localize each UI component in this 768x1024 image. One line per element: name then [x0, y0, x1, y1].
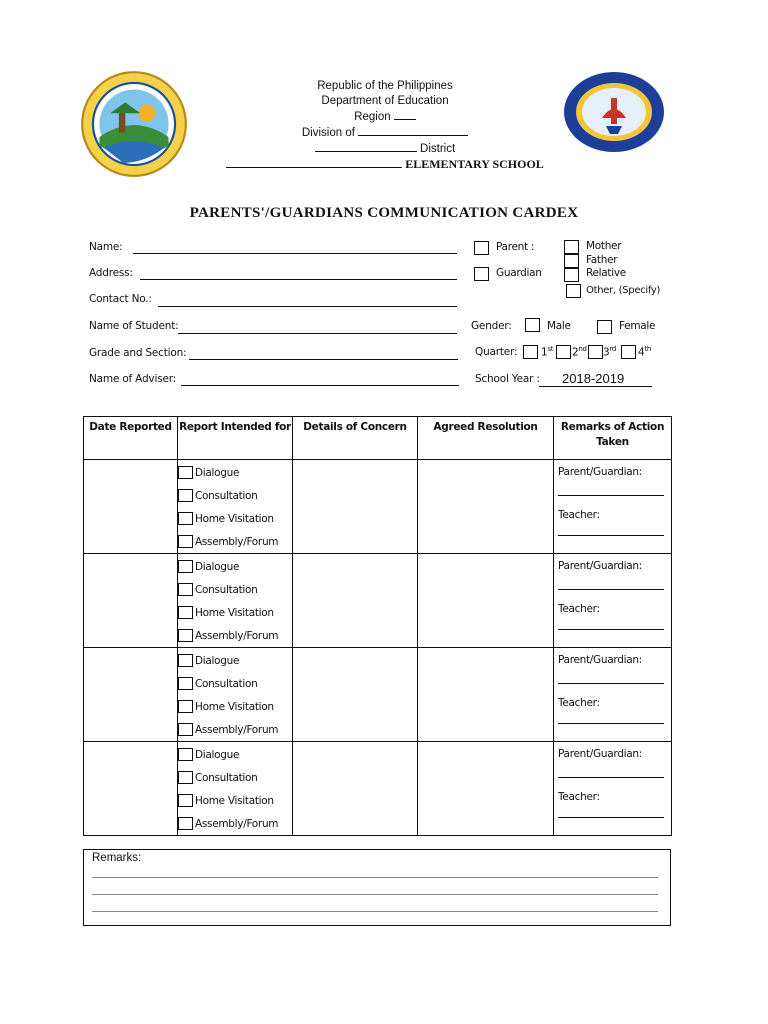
school-year-field[interactable]	[539, 386, 652, 387]
form-title: PARENTS'/GUARDIANS COMMUNICATION CARDEX	[189, 205, 579, 221]
remarks-box	[83, 849, 671, 926]
dialogue-checkbox[interactable]	[178, 748, 193, 761]
table-row	[84, 460, 672, 554]
date-reported-cell[interactable]	[84, 742, 178, 836]
option-dialogue[interactable]: Dialogue	[178, 743, 292, 766]
date-reported-cell[interactable]	[84, 554, 178, 648]
agreed-resolution-cell[interactable]	[418, 554, 554, 648]
male-checkbox[interactable]	[525, 318, 540, 332]
header-school: ELEMENTARY SCHOOL	[200, 157, 570, 172]
parent-checkbox[interactable]	[474, 241, 489, 255]
remarks-action-cell	[554, 648, 672, 742]
student-label: Name of Student:	[89, 320, 179, 332]
agreed-resolution-cell[interactable]	[418, 460, 554, 554]
header-agreed-resolution: Agreed Resolution	[418, 417, 554, 460]
other-checkbox[interactable]	[566, 284, 581, 298]
remarks-label: Remarks:	[92, 852, 142, 864]
school-seal-logo	[562, 70, 666, 154]
quarter-2-label: 2nd	[572, 345, 587, 359]
student-field[interactable]	[178, 333, 457, 334]
teacher-line[interactable]	[558, 723, 664, 724]
dialogue-checkbox[interactable]	[178, 560, 193, 573]
school-year-value: 2018-2019	[562, 371, 625, 386]
header-details-concern: Details of Concern	[293, 417, 418, 460]
grade-field[interactable]	[189, 359, 458, 360]
option-consultation[interactable]: Consultation	[178, 672, 292, 695]
contact-field[interactable]	[158, 306, 457, 307]
header-republic: Republic of the Philippines	[317, 80, 453, 92]
parent-guardian-line[interactable]	[558, 683, 664, 684]
header-district: District	[200, 141, 570, 157]
father-label: Father	[586, 254, 618, 266]
teacher-line[interactable]	[558, 817, 664, 818]
name-field[interactable]	[133, 253, 457, 254]
date-reported-cell[interactable]	[84, 648, 178, 742]
relative-checkbox[interactable]	[564, 268, 579, 282]
teacher-label: Teacher:	[558, 603, 600, 615]
teacher-label: Teacher:	[558, 509, 600, 521]
consultation-checkbox[interactable]	[178, 771, 193, 784]
contact-label: Contact No.:	[89, 293, 152, 305]
agreed-resolution-cell[interactable]	[418, 742, 554, 836]
header-report-intended: Report Intended for	[178, 417, 293, 460]
table-row	[84, 648, 672, 742]
quarter-3-checkbox[interactable]	[588, 345, 603, 359]
option-assembly-forum[interactable]: Assembly/Forum	[178, 530, 292, 553]
report-intended-cell	[178, 648, 293, 742]
details-concern-cell[interactable]	[293, 648, 418, 742]
remarks-action-cell	[554, 554, 672, 648]
option-home-visitation[interactable]: Home Visitation	[178, 507, 292, 530]
quarter-4-checkbox[interactable]	[621, 345, 636, 359]
quarter-1-checkbox[interactable]	[523, 345, 538, 359]
mother-label: Mother	[586, 240, 622, 252]
quarter-1-label: 1st	[541, 345, 554, 359]
option-consultation[interactable]: Consultation	[178, 766, 292, 789]
option-dialogue[interactable]: Dialogue	[178, 649, 292, 672]
communication-table	[83, 416, 672, 836]
school-header	[200, 79, 570, 172]
parent-guardian-label: Parent/Guardian:	[558, 466, 642, 478]
date-reported-cell[interactable]	[84, 460, 178, 554]
other-label: Other, (Specify)	[586, 285, 661, 296]
details-concern-cell[interactable]	[293, 460, 418, 554]
remarks-line-3[interactable]	[92, 911, 658, 912]
report-intended-cell	[178, 460, 293, 554]
address-label: Address:	[89, 267, 133, 279]
teacher-line[interactable]	[558, 535, 664, 536]
quarter-label: Quarter:	[475, 346, 518, 358]
gender-label: Gender:	[471, 320, 512, 332]
option-dialogue[interactable]: Dialogue	[178, 555, 292, 578]
assembly-forum-checkbox[interactable]	[178, 723, 193, 736]
option-dialogue[interactable]: Dialogue	[178, 461, 292, 484]
consultation-checkbox[interactable]	[178, 489, 193, 502]
parent-guardian-line[interactable]	[558, 777, 664, 778]
assembly-forum-checkbox[interactable]	[178, 817, 193, 830]
adviser-field[interactable]	[181, 385, 459, 386]
name-label: Name:	[89, 241, 123, 253]
dialogue-checkbox[interactable]	[178, 654, 193, 667]
guardian-label: Guardian	[496, 267, 542, 279]
grade-label: Grade and Section:	[89, 347, 187, 359]
report-intended-cell	[178, 742, 293, 836]
father-checkbox[interactable]	[564, 254, 579, 268]
teacher-label: Teacher:	[558, 697, 600, 709]
table-header-row	[84, 417, 672, 460]
home-visitation-checkbox[interactable]	[178, 794, 193, 807]
remarks-line-2[interactable]	[92, 894, 658, 895]
quarter-2-checkbox[interactable]	[556, 345, 571, 359]
home-visitation-checkbox[interactable]	[178, 512, 193, 525]
quarter-3-label: 3rd	[603, 345, 616, 359]
option-assembly-forum[interactable]: Assembly/Forum	[178, 812, 292, 835]
quarter-4-label: 4th	[638, 345, 651, 359]
parent-guardian-label: Parent/Guardian:	[558, 748, 642, 760]
option-assembly-forum[interactable]: Assembly/Forum	[178, 624, 292, 647]
option-home-visitation[interactable]: Home Visitation	[178, 789, 292, 812]
assembly-forum-checkbox[interactable]	[178, 535, 193, 548]
address-field[interactable]	[140, 279, 457, 280]
male-label: Male	[547, 320, 571, 332]
consultation-checkbox[interactable]	[178, 583, 193, 596]
table-row	[84, 742, 672, 836]
division-seal-logo	[80, 70, 188, 178]
relative-label: Relative	[586, 267, 626, 279]
header-region: Region	[200, 109, 570, 125]
details-concern-cell[interactable]	[293, 554, 418, 648]
option-consultation[interactable]: Consultation	[178, 578, 292, 601]
consultation-checkbox[interactable]	[178, 677, 193, 690]
parent-guardian-label: Parent/Guardian:	[558, 560, 642, 572]
table-row	[84, 554, 672, 648]
school-year-label: School Year :	[475, 373, 540, 385]
teacher-line[interactable]	[558, 629, 664, 630]
female-label: Female	[619, 320, 656, 332]
home-visitation-checkbox[interactable]	[178, 606, 193, 619]
option-home-visitation[interactable]: Home Visitation	[178, 601, 292, 624]
remarks-line-1[interactable]	[92, 877, 658, 878]
assembly-forum-checkbox[interactable]	[178, 629, 193, 642]
option-consultation[interactable]: Consultation	[178, 484, 292, 507]
details-concern-cell[interactable]	[293, 742, 418, 836]
parent-label: Parent :	[496, 241, 535, 253]
mother-checkbox[interactable]	[564, 240, 579, 254]
adviser-label: Name of Adviser:	[89, 373, 176, 385]
header-division: Division of	[200, 125, 570, 141]
parent-guardian-line[interactable]	[558, 495, 664, 496]
remarks-action-cell	[554, 742, 672, 836]
home-visitation-checkbox[interactable]	[178, 700, 193, 713]
teacher-label: Teacher:	[558, 791, 600, 803]
female-checkbox[interactable]	[597, 320, 612, 334]
header-remarks-action: Remarks of Action Taken	[554, 417, 672, 460]
dialogue-checkbox[interactable]	[178, 466, 193, 479]
header-date-reported: Date Reported	[84, 417, 178, 460]
report-intended-cell	[178, 554, 293, 648]
guardian-checkbox[interactable]	[474, 267, 489, 281]
agreed-resolution-cell[interactable]	[418, 648, 554, 742]
remarks-action-cell	[554, 460, 672, 554]
option-assembly-forum[interactable]: Assembly/Forum	[178, 718, 292, 741]
parent-guardian-label: Parent/Guardian:	[558, 654, 642, 666]
header-department: Department of Education	[321, 95, 449, 107]
parent-guardian-line[interactable]	[558, 589, 664, 590]
option-home-visitation[interactable]: Home Visitation	[178, 695, 292, 718]
